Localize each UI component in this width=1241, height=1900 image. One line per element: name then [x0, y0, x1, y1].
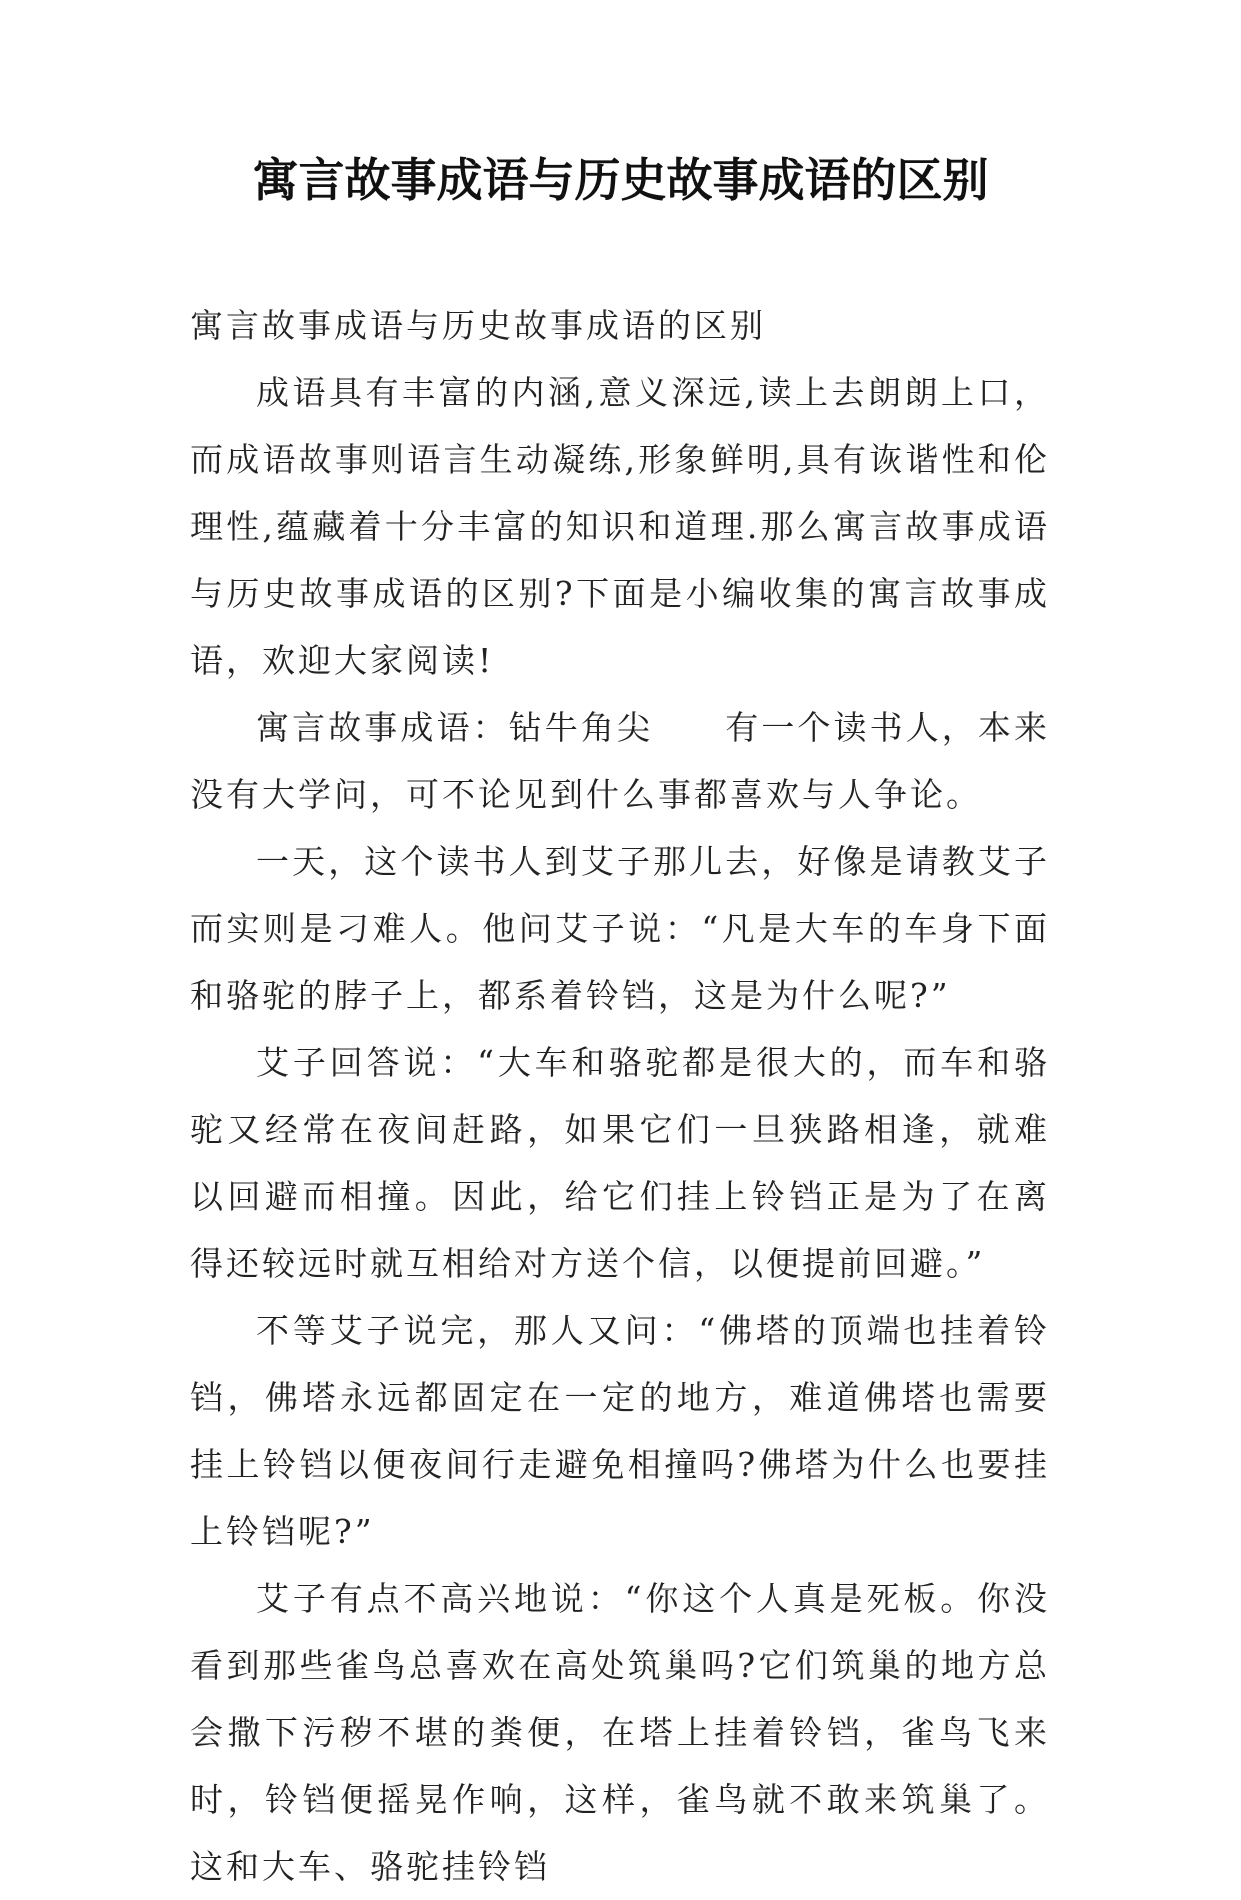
story-paragraph-1: 一天，这个读书人到艾子那儿去，好像是请教艾子而实则是刁难人。他问艾子说：“凡是大车的车身下面和骆驼的脖子上，都系着铃铛，这是为什么呢?”: [190, 842, 1050, 1015]
document-body: [190, 292, 1050, 1900]
story-paragraph-3: 不等艾子说完，那人又问：“佛塔的顶端也挂着铃铛，佛塔永远都固定在一定的地方，难道佛塔也需要挂上铃铛以便夜间行走避免相撞吗?佛塔为什么也要挂上铃铛呢?”: [190, 1311, 1050, 1551]
subtitle-paragraph: 寓言故事成语与历史故事成语的区别: [190, 306, 766, 345]
story-paragraph-4: 艾子有点不高兴地说：“你这个人真是死板。你没看到那些雀鸟总喜欢在高处筑巢吗?它们筑巢的地方总会撒下污秽不堪的粪便，在塔上挂着铃铛，雀鸟飞来时，铃铛便摇晃作响，这样，雀鸟就不敢来筑巢了。这和大车、骆驼挂铃铛: [190, 1579, 1050, 1886]
intro-paragraph: 成语具有丰富的内涵,意义深远,读上去朗朗上口，而成语故事则语言生动凝练,形象鲜明,具有诙谐性和伦理性,蕴藏着十分丰富的知识和道理.那么寓言故事成语与历史故事成语的区别?下面是小编收集的寓言故事成语，欢迎大家阅读!: [190, 373, 1050, 680]
document-title: 寓言故事成语与历史故事成语的区别: [252, 153, 989, 207]
story-heading-paragraph: 寓言故事成语：钻牛角尖 有一个读书人，本来没有大学问，可不论见到什么事都喜欢与人争论。: [190, 708, 1050, 814]
story-paragraph-2: 艾子回答说：“大车和骆驼都是很大的，而车和骆驼又经常在夜间赶路，如果它们一旦狭路相逢，就难以回避而相撞。因此，给它们挂上铃铛正是为了在离得还较远时就互相给对方送个信，以便提前回避。”: [190, 1043, 1050, 1283]
